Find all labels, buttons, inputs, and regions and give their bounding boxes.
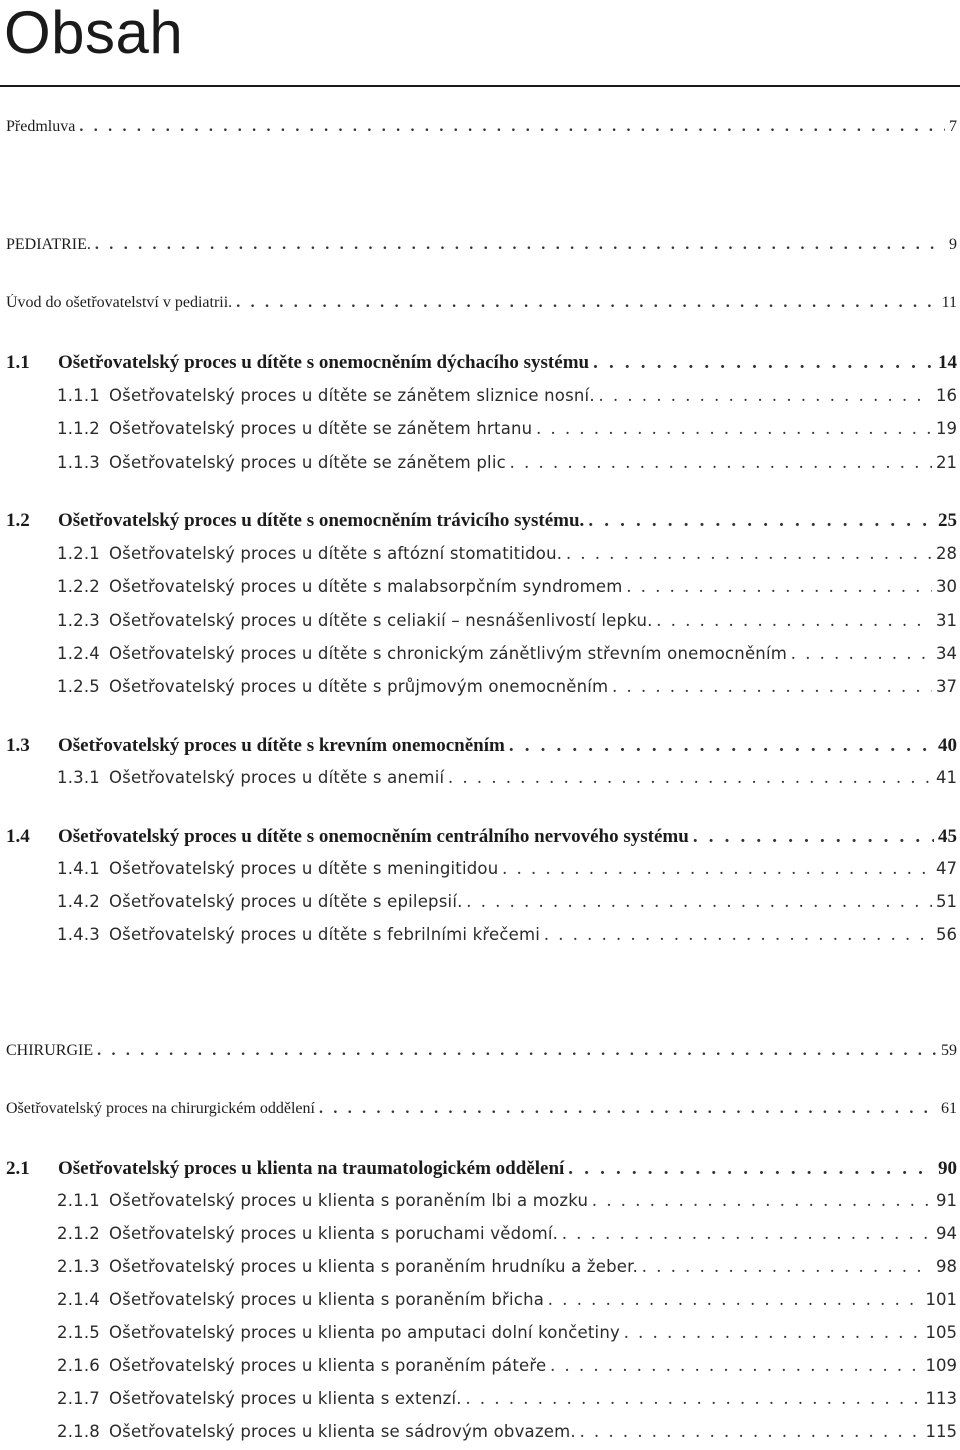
toc-page-number: 25: [938, 510, 957, 531]
toc-number: 1.2.3: [57, 611, 100, 630]
toc-number: 2.1.6: [57, 1356, 100, 1375]
toc-section[interactable]: [0, 352, 957, 380]
dot-leader: [693, 826, 934, 848]
toc-label: CHIRURGIE: [6, 1042, 94, 1059]
toc-entry[interactable]: [0, 118, 957, 146]
toc-page-number: 113: [925, 1389, 957, 1408]
dot-leader: [467, 892, 932, 913]
dot-leader: [568, 1158, 934, 1180]
toc-subentry[interactable]: [0, 1224, 957, 1252]
toc-page-number: 21: [936, 453, 957, 472]
toc-number: 1.2.5: [57, 677, 100, 696]
toc-label: Ošetřovatelský proces u dítěte s epilepsií.: [109, 892, 463, 911]
toc-page-number: 51: [936, 892, 957, 911]
toc-label: Ošetřovatelský proces u dítěte s krevním onemocněním: [58, 735, 505, 756]
toc-number: 1.3.1: [57, 768, 100, 787]
toc-subentry[interactable]: [0, 419, 957, 447]
toc-page-number: 9: [949, 236, 957, 253]
toc-label: Ošetřovatelský proces u klienta s poraněním lbi a mozku: [109, 1191, 589, 1210]
toc-subentry[interactable]: [0, 453, 957, 481]
toc-page-number: 109: [925, 1356, 957, 1375]
toc-number: 2.1: [6, 1158, 30, 1179]
toc-subentry[interactable]: [0, 768, 957, 796]
toc-page-number: 101: [925, 1290, 957, 1309]
toc-page-number: 41: [936, 768, 957, 787]
toc-number: 2.1.3: [57, 1257, 100, 1276]
toc-entry[interactable]: [0, 1042, 957, 1070]
toc-page-number: 19: [936, 419, 957, 438]
toc-label: Ošetřovatelský proces u dítěte s meningitidou: [109, 859, 499, 878]
toc-number: 1.2: [6, 510, 30, 531]
dot-leader: [502, 859, 932, 880]
toc-number: 1.4.1: [57, 859, 100, 878]
toc-number: 1.4.2: [57, 892, 100, 911]
toc-number: 2.1.4: [57, 1290, 100, 1309]
toc-label: Ošetřovatelský proces u klienta s extenzí.: [109, 1389, 462, 1408]
dot-leader: [236, 294, 937, 312]
toc-label: Ošetřovatelský proces u klienta s poraněním páteře: [109, 1356, 547, 1375]
title-divider: [0, 85, 960, 87]
toc-number: 1.1.1: [57, 386, 100, 405]
dot-leader: [624, 1323, 922, 1344]
toc-subentry[interactable]: [0, 644, 957, 672]
toc-label: Ošetřovatelský proces u dítěte s aftózní stomatitidou.: [109, 544, 563, 563]
toc-label: Ošetřovatelský proces u klienta po amputaci dolní končetiny: [109, 1323, 620, 1342]
toc-page-number: 28: [936, 544, 957, 563]
toc-label: Ošetřovatelský proces u klienta se sádrovým obvazem.: [109, 1422, 576, 1441]
dot-leader: [588, 510, 934, 532]
dot-leader: [627, 577, 932, 598]
toc-page-number: 37: [936, 677, 957, 696]
toc-page-number: 59: [941, 1042, 957, 1059]
dot-leader: [95, 236, 945, 254]
toc-subentry[interactable]: [0, 859, 957, 887]
toc-label: Ošetřovatelský proces u dítěte s průjmovým onemocněním: [109, 677, 609, 696]
dot-leader: [580, 1422, 922, 1443]
toc-number: 1.2.4: [57, 644, 100, 663]
toc-page-number: 47: [936, 859, 957, 878]
toc-section[interactable]: [0, 826, 957, 854]
toc-label: Ošetřovatelský proces u klienta na traumatologickém oddělení: [58, 1158, 565, 1179]
dot-leader: [466, 1389, 922, 1410]
toc-page-number: 56: [936, 925, 957, 944]
toc-subentry[interactable]: [0, 1191, 957, 1219]
toc-number: 1.2.2: [57, 577, 100, 596]
toc-page-number: 90: [938, 1158, 957, 1179]
dot-leader: [448, 768, 932, 789]
toc-number: 1.1.3: [57, 453, 100, 472]
toc-number: 1.2.1: [57, 544, 100, 563]
toc-label: Předmluva: [6, 118, 76, 135]
toc-label: Úvod do ošetřovatelství v pediatrii.: [6, 294, 233, 311]
toc-label: Ošetřovatelský proces u dítěte se zánětem plic: [109, 453, 506, 472]
dot-leader: [550, 1356, 921, 1377]
toc-page-number: 11: [941, 294, 957, 311]
toc-subentry[interactable]: [0, 1356, 957, 1384]
dot-leader: [657, 611, 932, 632]
toc-number: 1.3: [6, 735, 30, 756]
toc-subentry[interactable]: [0, 1389, 957, 1417]
toc-label: Ošetřovatelský proces u dítěte s chronickým zánětlivým střevním onemocněním: [109, 644, 788, 663]
dot-leader: [642, 1257, 932, 1278]
toc-page-number: 45: [938, 826, 957, 847]
toc-subentry[interactable]: [0, 1422, 957, 1450]
dot-leader: [593, 352, 934, 374]
dot-leader: [510, 453, 932, 474]
toc-label: Ošetřovatelský proces u klienta s poraněním hrudníku a žeber.: [109, 1257, 639, 1276]
toc-subentry[interactable]: [0, 892, 957, 920]
dot-leader: [319, 1100, 937, 1118]
toc-label: Ošetřovatelský proces u dítěte s febrilními křečemi: [109, 925, 541, 944]
toc-page-number: 91: [936, 1191, 957, 1210]
toc-entry[interactable]: [0, 236, 957, 264]
toc-label: Ošetřovatelský proces u dítěte s onemocněním dýchacího systému: [58, 352, 590, 373]
toc-label: Ošetřovatelský proces u dítěte se zánětem hrtanu: [109, 419, 533, 438]
toc-number: 2.1.2: [57, 1224, 100, 1243]
dot-leader: [566, 544, 932, 565]
toc-page-number: 16: [936, 386, 957, 405]
toc-subentry[interactable]: [0, 386, 957, 414]
dot-leader: [592, 1191, 932, 1212]
toc-number: 2.1.8: [57, 1422, 100, 1441]
page-title: Obsah: [4, 0, 184, 66]
dot-leader: [79, 118, 945, 136]
toc-number: 2.1.7: [57, 1389, 100, 1408]
toc-subentry[interactable]: [0, 611, 957, 639]
toc-subentry[interactable]: [0, 1257, 957, 1285]
toc-label: Ošetřovatelský proces u dítěte s onemocněním trávicího systému.: [58, 510, 585, 531]
toc-section[interactable]: [0, 510, 957, 538]
dot-leader: [599, 386, 932, 407]
toc-subentry[interactable]: [0, 1323, 957, 1351]
toc-page-number: 94: [936, 1224, 957, 1243]
toc-number: 2.1.5: [57, 1323, 100, 1342]
toc-page-number: 61: [941, 1100, 957, 1117]
toc-subentry[interactable]: [0, 925, 957, 953]
toc-entry[interactable]: [0, 1100, 957, 1128]
toc-label: PEDIATRIE.: [6, 236, 91, 253]
toc-label: Ošetřovatelský proces u dítěte s onemocněním centrálního nervového systému: [58, 826, 689, 847]
toc-number: 2.1.1: [57, 1191, 100, 1210]
toc-label: Ošetřovatelský proces u klienta s poruchami vědomí.: [109, 1224, 559, 1243]
dot-leader: [544, 925, 932, 946]
toc-label: Ošetřovatelský proces u dítěte se zánětem sliznice nosní.: [109, 386, 595, 405]
toc-page-number: 31: [936, 611, 957, 630]
toc-page-number: 34: [936, 644, 957, 663]
toc-subentry[interactable]: [0, 677, 957, 705]
dot-leader: [562, 1224, 932, 1245]
toc-subentry[interactable]: [0, 1290, 957, 1318]
toc-section[interactable]: [0, 735, 957, 763]
toc-page-number: 40: [938, 735, 957, 756]
toc-page-number: 98: [936, 1257, 957, 1276]
toc-entry[interactable]: [0, 294, 957, 322]
toc-subentry[interactable]: [0, 577, 957, 605]
toc-number: 1.4: [6, 826, 30, 847]
toc-number: 1.4.3: [57, 925, 100, 944]
toc-subentry[interactable]: [0, 544, 957, 572]
toc-page-number: 7: [949, 118, 957, 135]
dot-leader: [97, 1042, 937, 1060]
dot-leader: [509, 735, 934, 757]
dot-leader: [536, 419, 932, 440]
toc-label: Ošetřovatelský proces u klienta s poraněním břicha: [109, 1290, 545, 1309]
toc-label: Ošetřovatelský proces u dítěte s celiakií – nesnášenlivostí lepku.: [109, 611, 653, 630]
dot-leader: [791, 644, 932, 665]
toc-label: Ošetřovatelský proces u dítěte s anemií: [109, 768, 445, 787]
toc-page-number: 105: [925, 1323, 957, 1342]
dot-leader: [612, 677, 932, 698]
toc-page-number: 115: [925, 1422, 957, 1441]
toc-label: Ošetřovatelský proces na chirurgickém oddělení: [6, 1100, 315, 1117]
toc-number: 1.1: [6, 352, 30, 373]
toc-section[interactable]: [0, 1158, 957, 1186]
toc-label: Ošetřovatelský proces u dítěte s malabsorpčním syndromem: [109, 577, 623, 596]
toc-page-number: 30: [936, 577, 957, 596]
dot-leader: [548, 1290, 921, 1311]
toc-number: 1.1.2: [57, 419, 100, 438]
toc-page-number: 14: [938, 352, 957, 373]
